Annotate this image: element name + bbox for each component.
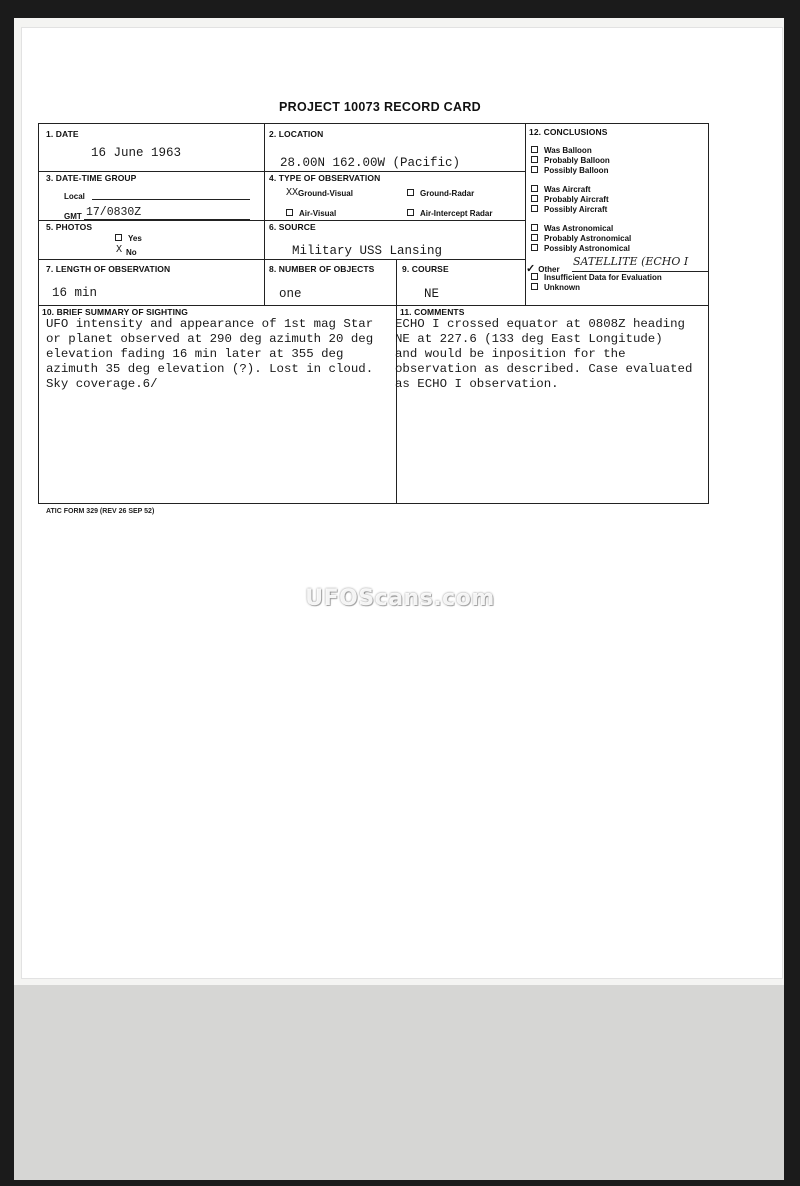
- summary-text: UFO intensity and appearance of 1st mag Star or planet observed at 290 deg azimuth 20 deg elevation fading 16 min later at 355 deg azimuth 35 deg elevation (?). Lost in cloud. Sky coverage.6/: [46, 317, 374, 391]
- divider: [39, 259, 525, 260]
- location-label: 2. LOCATION: [269, 129, 324, 139]
- checkmark-icon: ✓: [526, 263, 536, 275]
- conclusion-probably-aircraft[interactable]: Probably Aircraft: [531, 195, 609, 204]
- other-handwritten-value: SATELLITE (ECHO I: [573, 255, 689, 268]
- checkbox-icon: [531, 234, 538, 241]
- watermark: UFOScans.com: [305, 586, 495, 611]
- type-obs-label: 4. TYPE OF OBSERVATION: [269, 173, 381, 183]
- gmt-label: GMT: [64, 212, 82, 221]
- checkbox-icon: [407, 189, 414, 196]
- conclusion-was-astronomical[interactable]: Was Astronomical: [531, 224, 613, 233]
- photos-yes-option[interactable]: Yes: [115, 234, 142, 243]
- checkbox-icon: [531, 166, 538, 173]
- conclusions-label: 12. CONCLUSIONS: [529, 127, 608, 137]
- photos-label: 5. PHOTOS: [46, 222, 93, 232]
- objects-value: one: [279, 287, 302, 301]
- conclusion-insufficient-data[interactable]: Insufficient Data for Evaluation: [531, 273, 662, 282]
- checkbox-icon: [531, 156, 538, 163]
- checkbox-icon: [407, 209, 414, 216]
- checkbox-icon: [531, 205, 538, 212]
- location-value: 28.00N 162.00W (Pacific): [280, 156, 461, 170]
- conclusion-probably-balloon[interactable]: Probably Balloon: [531, 156, 610, 165]
- checkbox-icon: [531, 244, 538, 251]
- local-label: Local: [64, 192, 85, 201]
- photos-no-option[interactable]: No: [126, 248, 137, 257]
- dtg-label: 3. DATE-TIME GROUP: [46, 173, 137, 183]
- source-value: Military USS Lansing: [292, 244, 443, 258]
- date-value: 16 June 1963: [91, 146, 182, 160]
- ground-visual-option[interactable]: Ground-Visual: [298, 189, 353, 198]
- gmt-value: 17/0830Z: [86, 206, 142, 219]
- conclusion-was-balloon[interactable]: Was Balloon: [531, 146, 592, 155]
- form-id: ATIC FORM 329 (REV 26 SEP 52): [46, 508, 155, 515]
- conclusion-other[interactable]: ✓ Other: [526, 263, 560, 275]
- ground-visual-mark: XX: [286, 187, 299, 198]
- local-underline: [92, 199, 250, 200]
- divider: [264, 124, 265, 305]
- photos-no-mark: X: [116, 244, 123, 255]
- card-title: PROJECT 10073 RECORD CARD: [279, 100, 481, 114]
- gmt-underline: [84, 219, 250, 220]
- air-intercept-option[interactable]: Air-Intercept Radar: [407, 209, 492, 218]
- checkbox-icon: [286, 209, 293, 216]
- lower-sheet: [14, 985, 784, 1180]
- divider: [525, 124, 526, 305]
- checkbox-icon: [531, 224, 538, 231]
- conclusion-was-aircraft[interactable]: Was Aircraft: [531, 185, 591, 194]
- checkbox-icon: [115, 234, 122, 241]
- conclusion-possibly-aircraft[interactable]: Possibly Aircraft: [531, 205, 607, 214]
- checkbox-icon: [531, 185, 538, 192]
- checkbox-icon: [531, 283, 538, 290]
- checkbox-icon: [531, 195, 538, 202]
- checkbox-icon: [531, 146, 538, 153]
- conclusion-unknown[interactable]: Unknown: [531, 283, 580, 292]
- date-label: 1. DATE: [46, 129, 79, 139]
- other-underline: [572, 271, 708, 272]
- source-label: 6. SOURCE: [269, 222, 316, 232]
- comments-label: 11. COMMENTS: [400, 307, 465, 317]
- conclusion-probably-astronomical[interactable]: Probably Astronomical: [531, 234, 631, 243]
- checkbox-icon: [531, 273, 538, 280]
- length-value: 16 min: [52, 286, 98, 300]
- summary-label: 10. BRIEF SUMMARY OF SIGHTING: [42, 307, 188, 317]
- conclusion-possibly-balloon[interactable]: Possibly Balloon: [531, 166, 608, 175]
- objects-label: 8. NUMBER OF OBJECTS: [269, 264, 375, 274]
- air-visual-option[interactable]: Air-Visual: [286, 209, 336, 218]
- conclusion-possibly-astronomical[interactable]: Possibly Astronomical: [531, 244, 630, 253]
- ground-radar-option[interactable]: Ground-Radar: [407, 189, 474, 198]
- course-label: 9. COURSE: [402, 264, 449, 274]
- course-value: NE: [424, 287, 440, 301]
- comments-text: ECHO I crossed equator at 0808Z heading NE at 227.6 (133 deg East Longitude) and would be inposition for the observation as described. Case evaluated as ECHO I observation.: [395, 317, 693, 391]
- length-label: 7. LENGTH OF OBSERVATION: [46, 264, 171, 274]
